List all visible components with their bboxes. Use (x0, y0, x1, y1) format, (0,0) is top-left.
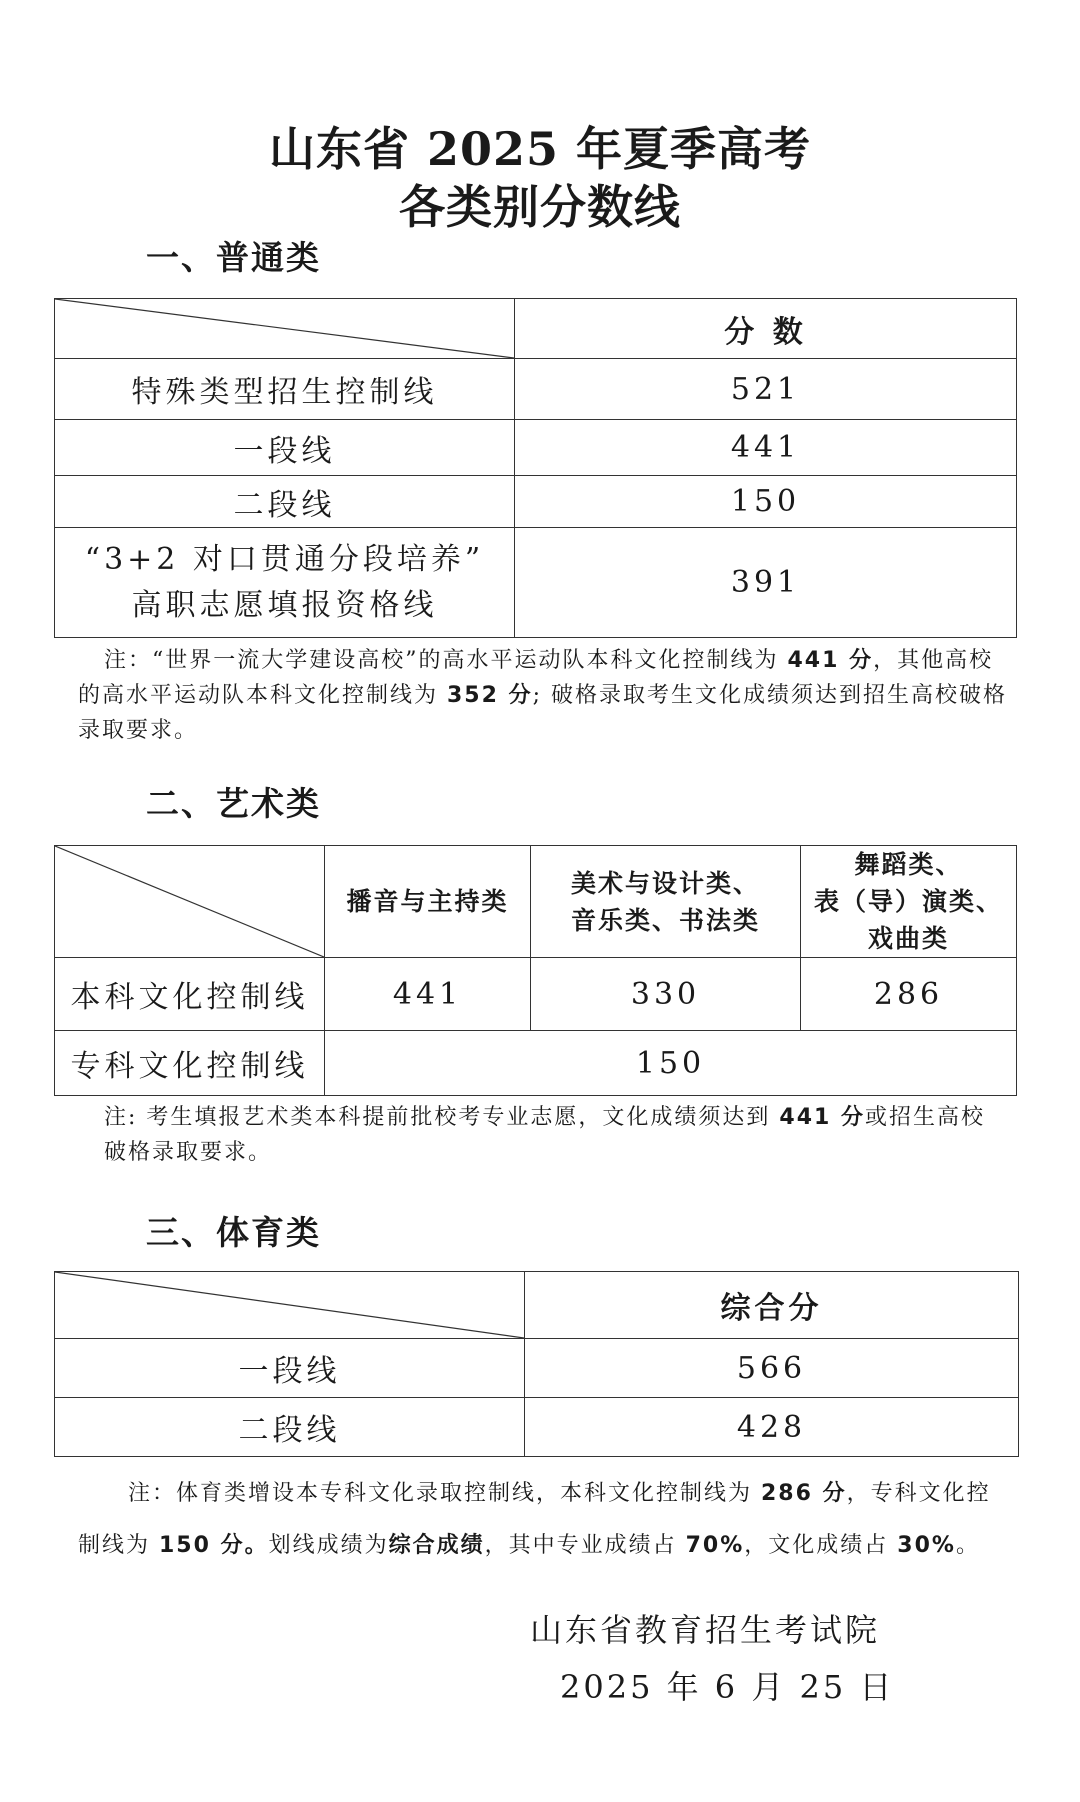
note-text: ，文化成绩占 (744, 1533, 898, 1558)
table-row (55, 1398, 1019, 1457)
general-note (78, 643, 1008, 748)
header-line: 音乐类、书法类 (570, 905, 760, 935)
row-label: 二段线 (55, 476, 515, 528)
row-value: 521 (515, 359, 1017, 420)
issuing-organization: 山东省教育招生考试院 (530, 1611, 881, 1649)
row-label: 一段线 (55, 420, 515, 476)
note-emphasis: 70% (685, 1533, 745, 1558)
note-text: 或招生高校破格录取要求。 (104, 1105, 986, 1165)
column-header-score: 分 数 (515, 299, 1017, 359)
diagonal-line-icon (55, 846, 324, 957)
column-header-dance (801, 846, 1017, 958)
header-line: 舞蹈类、 (854, 850, 963, 879)
note-text: ，其他高校的高水平运动队本科文化控制线为 (78, 648, 994, 708)
issue-date: 2025 年 6 月 25 日 (560, 1668, 895, 1706)
table-row (55, 528, 1017, 638)
note-text: 划线成绩为 (268, 1533, 389, 1558)
table-row (55, 359, 1017, 420)
table-row (55, 420, 1017, 476)
row-value: 391 (515, 528, 1017, 638)
table-row (55, 958, 1017, 1031)
row-value: 441 (325, 958, 531, 1031)
page-title: 山东省 2025 年夏季高考 (268, 122, 812, 176)
row-value: 150 (515, 476, 1017, 528)
section-heading-general: 一、普通类 (146, 238, 321, 277)
page-subtitle: 各类别分数线 (399, 180, 681, 234)
section-heading-art: 二、艺术类 (146, 784, 321, 823)
note-text: 注: 考生填报艺术类本科提前批校考专业志愿，文化成绩须达到 (104, 1105, 780, 1130)
note-emphasis: 30% (897, 1533, 956, 1558)
note-emphasis: 综合成绩 (388, 1533, 485, 1558)
header-line: 戏曲类 (867, 924, 949, 953)
diagonal-line-icon (55, 299, 514, 358)
note-emphasis: 150 分。 (159, 1533, 269, 1558)
diagonal-header-cell (55, 1272, 525, 1339)
diagonal-line-icon (55, 1272, 524, 1338)
row-label: 特殊类型招生控制线 (55, 359, 515, 420)
art-note (104, 1100, 1004, 1170)
note-text: ，专科文化控制线为 (78, 1481, 991, 1558)
header-line: 表（导）演类、 (813, 887, 1003, 916)
header-line: 美术与设计类、 (570, 868, 760, 898)
row-value: 286 (801, 958, 1017, 1031)
diagonal-header-cell (55, 299, 515, 359)
row-label (55, 528, 515, 638)
column-header-composite: 综合分 (525, 1272, 1019, 1339)
sports-note (78, 1468, 1008, 1572)
note-text: ; 破格录取考生文化成绩须达到招生高校破格录取要求。 (78, 683, 1008, 743)
sports-score-table (54, 1271, 1019, 1457)
note-emphasis: 441 分 (787, 648, 874, 673)
column-header-broadcasting: 播音与主持类 (325, 846, 531, 958)
art-score-table (54, 845, 1017, 1096)
column-header-fine-arts (531, 846, 801, 958)
note-emphasis: 286 分 (761, 1481, 847, 1506)
note-text: 注：“世界一流大学建设高校”的高水平运动队本科文化控制线为 (104, 648, 788, 673)
row-value: 150 (325, 1031, 1017, 1096)
note-text: 注：体育类增设本专科文化录取控制线，本科文化控制线为 (128, 1481, 761, 1506)
row-label: 专科文化控制线 (55, 1031, 325, 1096)
table-row (55, 1339, 1019, 1398)
diagonal-header-cell (55, 846, 325, 958)
row-value: 428 (525, 1398, 1019, 1457)
table-row (55, 476, 1017, 528)
note-text: ，其中专业成绩占 (484, 1533, 686, 1558)
table-row (55, 1031, 1017, 1096)
note-emphasis: 352 分 (447, 683, 533, 708)
general-score-table (54, 298, 1017, 638)
row-value: 566 (525, 1339, 1019, 1398)
note-text: 。 (955, 1533, 980, 1558)
row-value: 330 (531, 958, 801, 1031)
note-emphasis: 441 分 (779, 1105, 865, 1130)
row-value: 441 (515, 420, 1017, 476)
row-label: 一段线 (55, 1339, 525, 1398)
section-heading-sports: 三、体育类 (146, 1213, 321, 1252)
row-label: 二段线 (55, 1398, 525, 1457)
row-label-line1: “3+2 对口贯通分段培养” (84, 541, 485, 577)
row-label-line2: 高职志愿填报资格线 (131, 587, 438, 623)
row-label: 本科文化控制线 (55, 958, 325, 1031)
